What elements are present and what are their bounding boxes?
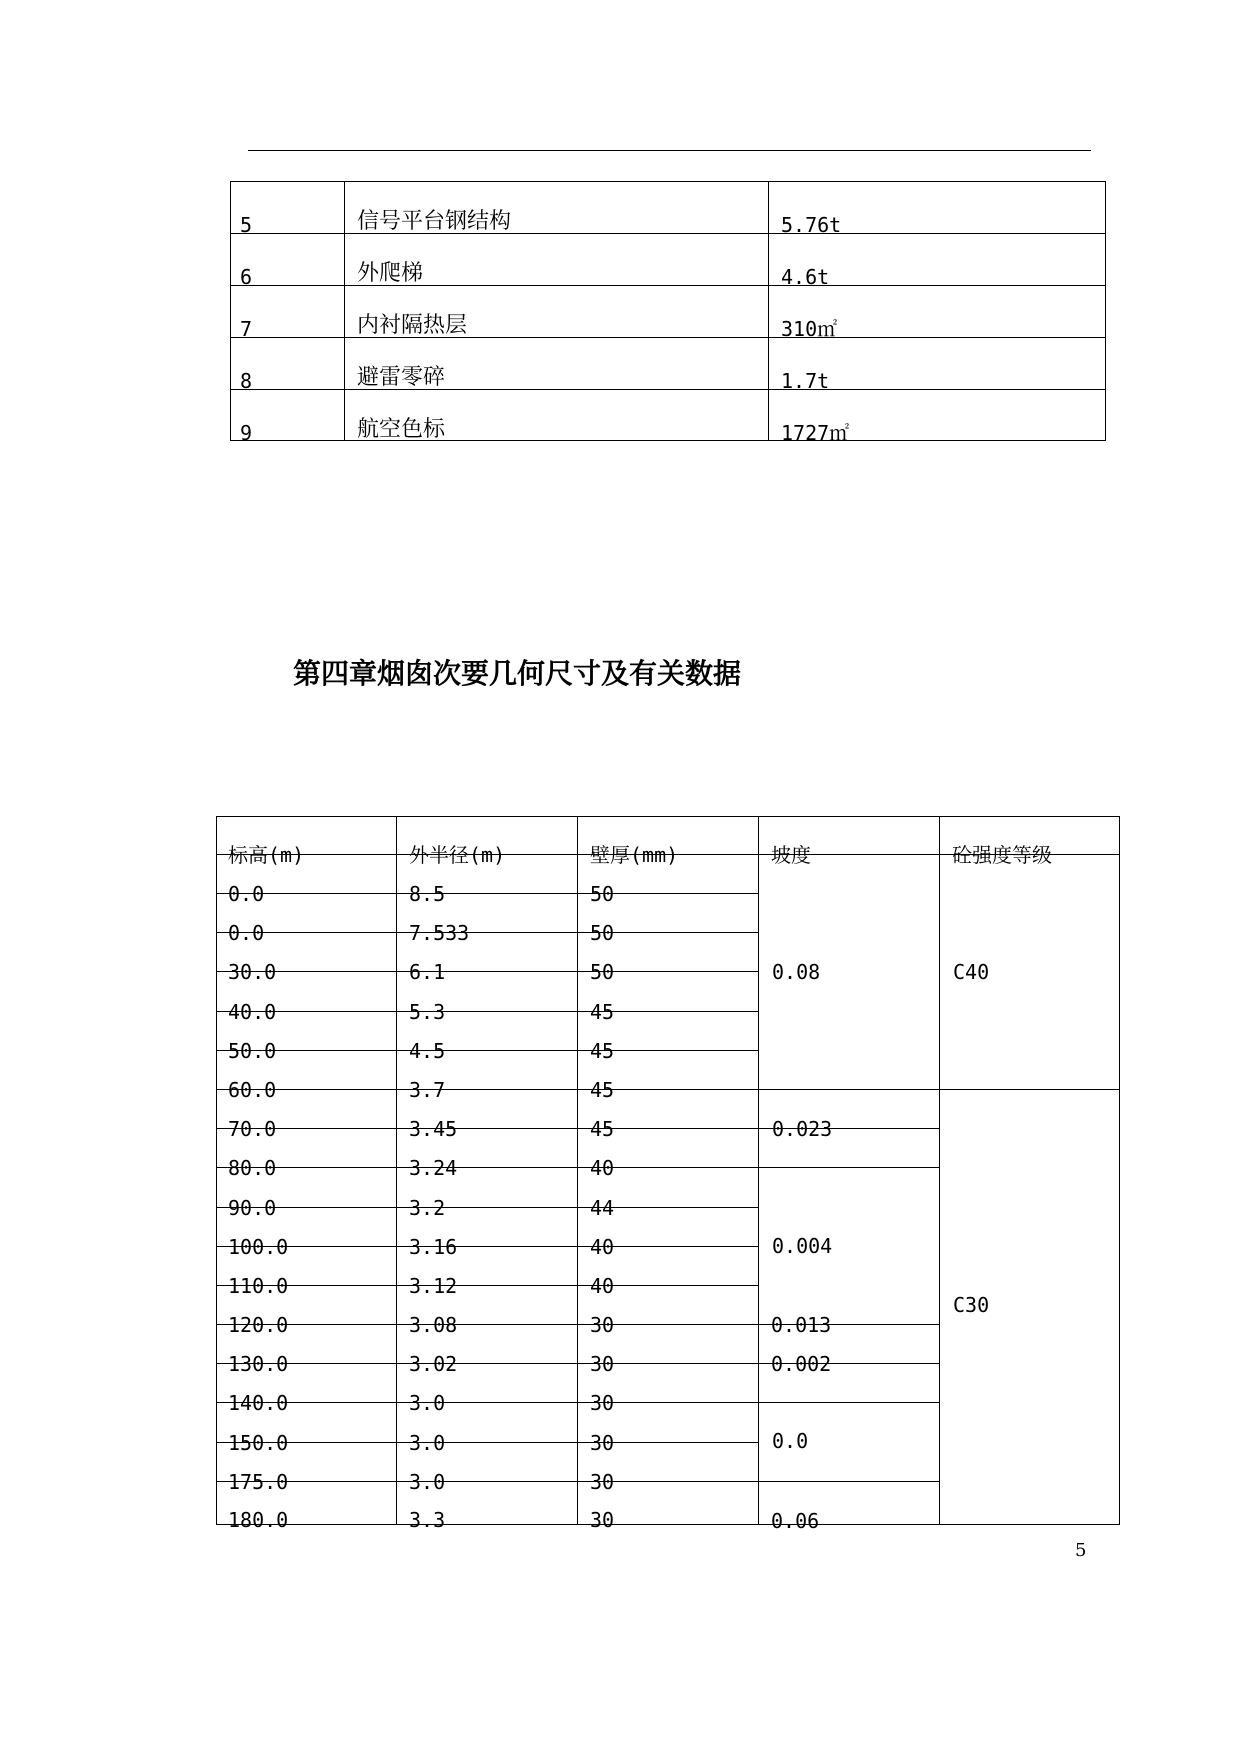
table-cell bbox=[397, 1034, 577, 1063]
table-cell bbox=[578, 1465, 758, 1494]
table-cell bbox=[216, 1034, 396, 1063]
column-header-label: 壁厚(mm) bbox=[590, 843, 679, 867]
table-row-number: 7 bbox=[240, 317, 253, 341]
table-cell-value: 30 bbox=[590, 1470, 615, 1494]
table-cell-value: 7.533 bbox=[409, 921, 470, 945]
table-cell bbox=[216, 1503, 396, 1532]
row-divider bbox=[216, 1050, 759, 1051]
table-cell bbox=[578, 877, 758, 906]
table-cell bbox=[578, 1230, 758, 1259]
table-row-quantity: 4.6t bbox=[781, 265, 830, 289]
table-cell-value: 3.16 bbox=[409, 1235, 458, 1259]
row-divider bbox=[216, 1011, 759, 1012]
slope-value: 0.023 bbox=[772, 1117, 833, 1141]
column-divider bbox=[939, 816, 940, 1525]
table-cell bbox=[397, 1347, 577, 1376]
slope-cell bbox=[759, 1308, 939, 1337]
row-divider bbox=[216, 1285, 759, 1286]
header-rule bbox=[248, 150, 1091, 151]
table-cell bbox=[216, 1347, 396, 1376]
page-number: 5 bbox=[1075, 1540, 1087, 1561]
table-cell-value: 3.0 bbox=[409, 1470, 446, 1494]
table-cell bbox=[216, 1426, 396, 1455]
table-cell-value: 90.0 bbox=[228, 1196, 277, 1220]
table-row-item: 航空色标 bbox=[357, 417, 446, 442]
table-cell-value: 40.0 bbox=[228, 1000, 277, 1024]
row-divider bbox=[216, 971, 759, 972]
table-cell bbox=[216, 877, 396, 906]
table-row-number: 8 bbox=[240, 369, 253, 393]
column-header bbox=[759, 838, 939, 867]
table-cell bbox=[397, 1308, 577, 1337]
table-cell-value: 3.24 bbox=[409, 1156, 458, 1180]
table-cell bbox=[397, 1151, 577, 1180]
table-row-quantity: 1.7t bbox=[781, 369, 830, 393]
table-row-number: 5 bbox=[240, 213, 253, 237]
table-cell bbox=[216, 1112, 396, 1141]
slope-value: 0.0 bbox=[772, 1429, 809, 1453]
table-row-quantity: 310㎡ bbox=[781, 317, 838, 341]
concrete-grade: C30 bbox=[953, 1293, 990, 1317]
table-cell bbox=[578, 1073, 758, 1102]
table-cell bbox=[578, 1112, 758, 1141]
table-cell bbox=[397, 1112, 577, 1141]
table-cell bbox=[397, 1230, 577, 1259]
table-cell bbox=[578, 1191, 758, 1220]
table-row-item: 内衬隔热层 bbox=[357, 313, 468, 338]
table-row-item: 外爬梯 bbox=[357, 261, 424, 286]
table-cell bbox=[578, 1503, 758, 1532]
table-cell-value: 60.0 bbox=[228, 1078, 277, 1102]
slope-cell bbox=[759, 1347, 939, 1376]
table-cell bbox=[216, 1386, 396, 1415]
table-cell bbox=[216, 1308, 396, 1337]
table-row-number: 6 bbox=[240, 265, 253, 289]
table-row-item: 信号平台钢结构 bbox=[357, 209, 512, 234]
slope-value: 0.06 bbox=[771, 1509, 820, 1533]
column-divider bbox=[758, 816, 759, 1525]
table-cell-value: 6.1 bbox=[409, 960, 446, 984]
table-cell bbox=[216, 1269, 396, 1298]
table-cell bbox=[397, 995, 577, 1024]
row-divider bbox=[216, 1167, 939, 1168]
table-row-quantity: 5.76t bbox=[781, 213, 842, 237]
table-cell-value: 3.12 bbox=[409, 1274, 458, 1298]
table-cell bbox=[216, 916, 396, 945]
row-divider bbox=[216, 1481, 939, 1482]
table-cell-value: 70.0 bbox=[228, 1117, 277, 1141]
table-cell-value: 0.0 bbox=[228, 921, 265, 945]
column-header bbox=[940, 838, 1120, 867]
table-cell-value: 45 bbox=[590, 1078, 615, 1102]
table-cell-value: 3.08 bbox=[409, 1313, 458, 1337]
table-cell-value: 80.0 bbox=[228, 1156, 277, 1180]
table-cell-value: 50.0 bbox=[228, 1039, 277, 1063]
table-cell bbox=[397, 1191, 577, 1220]
table-cell-value: 180.0 bbox=[228, 1508, 289, 1532]
row-divider bbox=[216, 1402, 939, 1403]
column-header-label: 外半径(m) bbox=[409, 843, 506, 867]
table-cell-value: 110.0 bbox=[228, 1274, 289, 1298]
table-cell bbox=[216, 1465, 396, 1494]
column-divider bbox=[344, 181, 345, 441]
table-cell-value: 3.3 bbox=[409, 1508, 446, 1532]
table-cell bbox=[578, 1151, 758, 1180]
table-cell bbox=[578, 1386, 758, 1415]
column-header bbox=[397, 838, 577, 867]
table-cell-value: 40 bbox=[590, 1274, 615, 1298]
table-cell-value: 30 bbox=[590, 1391, 615, 1415]
table-cell-value: 8.5 bbox=[409, 882, 446, 906]
table-cell bbox=[216, 1230, 396, 1259]
chimney-dimensions-table bbox=[216, 816, 1120, 1533]
column-divider bbox=[768, 181, 769, 441]
slope-value: 0.004 bbox=[772, 1234, 833, 1258]
table-cell-value: 50 bbox=[590, 960, 615, 984]
table-cell-value: 130.0 bbox=[228, 1352, 289, 1376]
table-cell bbox=[216, 1151, 396, 1180]
table-row-quantity: 1727㎡ bbox=[781, 421, 850, 445]
column-header bbox=[216, 838, 396, 867]
table-cell-value: 3.02 bbox=[409, 1352, 458, 1376]
table-cell-value: 30 bbox=[590, 1313, 615, 1337]
table-cell-value: 4.5 bbox=[409, 1039, 446, 1063]
table-cell bbox=[578, 1034, 758, 1063]
table-cell-value: 3.0 bbox=[409, 1391, 446, 1415]
table-cell bbox=[397, 1269, 577, 1298]
table-cell-value: 50 bbox=[590, 882, 615, 906]
table-row-number: 9 bbox=[240, 421, 253, 445]
table-cell bbox=[578, 995, 758, 1024]
row-divider bbox=[216, 932, 759, 933]
table-cell-value: 30 bbox=[590, 1508, 615, 1532]
table-cell-value: 40 bbox=[590, 1235, 615, 1259]
table-cell-value: 150.0 bbox=[228, 1431, 289, 1455]
table-cell-value: 0.0 bbox=[228, 882, 265, 906]
table-cell bbox=[578, 955, 758, 984]
table-cell bbox=[397, 1426, 577, 1455]
slope-value: 0.002 bbox=[771, 1352, 832, 1376]
column-header-label: 标高(m) bbox=[228, 843, 305, 867]
table-cell bbox=[578, 1426, 758, 1455]
slope-cell bbox=[759, 1504, 939, 1533]
table-cell-value: 120.0 bbox=[228, 1313, 289, 1337]
table-cell-value: 30 bbox=[590, 1352, 615, 1376]
table-cell-value: 45 bbox=[590, 1000, 615, 1024]
table-cell bbox=[216, 995, 396, 1024]
column-header bbox=[578, 838, 758, 867]
materials-table bbox=[230, 181, 1106, 445]
slope-value: 0.08 bbox=[772, 960, 821, 984]
table-cell-value: 30.0 bbox=[228, 960, 277, 984]
table-cell-value: 3.45 bbox=[409, 1117, 458, 1141]
table-cell bbox=[397, 1386, 577, 1415]
table-cell bbox=[397, 916, 577, 945]
concrete-grade: C40 bbox=[953, 960, 990, 984]
row-divider bbox=[216, 1246, 759, 1247]
slope-value: 0.013 bbox=[771, 1313, 832, 1337]
table-cell-value: 140.0 bbox=[228, 1391, 289, 1415]
table-cell-value: 3.0 bbox=[409, 1431, 446, 1455]
table-cell bbox=[216, 1191, 396, 1220]
table-cell bbox=[578, 1347, 758, 1376]
table-cell bbox=[578, 1308, 758, 1337]
row-divider bbox=[216, 1089, 1120, 1090]
column-header-label: 砼强度等级 bbox=[952, 843, 1052, 867]
table-cell-value: 50 bbox=[590, 921, 615, 945]
chapter-title: 第四章烟囱次要几何尺寸及有关数据 bbox=[293, 657, 742, 690]
table-cell-value: 44 bbox=[590, 1196, 615, 1220]
row-divider bbox=[216, 893, 759, 894]
table-cell bbox=[397, 955, 577, 984]
table-cell bbox=[397, 877, 577, 906]
table-cell-value: 3.7 bbox=[409, 1078, 446, 1102]
table-cell bbox=[397, 1503, 577, 1532]
table-cell bbox=[578, 916, 758, 945]
table-cell bbox=[578, 1269, 758, 1298]
table-row-item: 避雷零碎 bbox=[357, 365, 446, 390]
row-divider bbox=[216, 1207, 759, 1208]
table-cell bbox=[397, 1465, 577, 1494]
table-cell bbox=[397, 1073, 577, 1102]
row-divider bbox=[216, 1442, 759, 1443]
table-cell-value: 45 bbox=[590, 1039, 615, 1063]
table-cell-value: 100.0 bbox=[228, 1235, 289, 1259]
table-cell bbox=[216, 955, 396, 984]
table-cell bbox=[216, 1073, 396, 1102]
table-cell-value: 175.0 bbox=[228, 1470, 289, 1494]
table-cell-value: 5.3 bbox=[409, 1000, 446, 1024]
table-cell-value: 45 bbox=[590, 1117, 615, 1141]
column-header-label: 坡度 bbox=[771, 843, 811, 867]
table-cell-value: 3.2 bbox=[409, 1196, 446, 1220]
table-cell-value: 40 bbox=[590, 1156, 615, 1180]
table-cell-value: 30 bbox=[590, 1431, 615, 1455]
